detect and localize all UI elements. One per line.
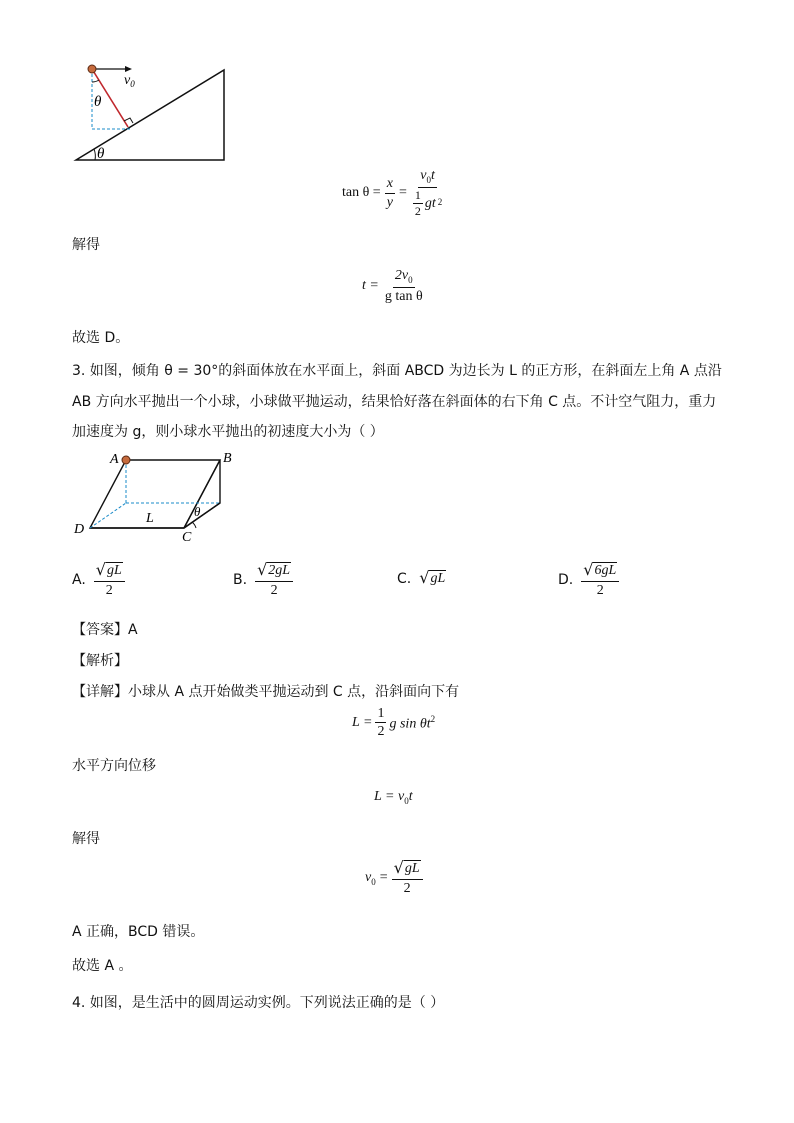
detail: 【详解】小球从 A 点开始做类平抛运动到 C 点，沿斜面向下有 — [72, 684, 460, 700]
label-c: C — [182, 530, 192, 545]
horizontal-label: 水平方向位移 — [72, 758, 156, 774]
figure-inclined-square — [70, 448, 240, 548]
eq1-lhs: tan θ = — [342, 185, 381, 201]
label-a: A — [110, 452, 119, 467]
choose-d: 故选 D。 — [72, 330, 130, 346]
solve-label-2: 解得 — [72, 831, 100, 847]
ball — [88, 65, 96, 73]
angle-arc-bottom — [94, 149, 95, 160]
ball-a — [122, 456, 130, 464]
eq1-frac-xy: $\frac{x}{y}$ — [386, 176, 393, 210]
q3-line2: AB 方向水平抛出一个小球，小球做平抛运动，结果恰好落在斜面体的右下角 C 点。不计空气阻力，重力 — [72, 394, 717, 410]
option-c[interactable]: C. √ gL — [397, 568, 446, 587]
arrow-head — [125, 66, 132, 72]
equation-v0: $v_0$ = √ gL 2 — [365, 860, 423, 896]
theta-top-label: θ — [94, 94, 102, 110]
solve-label-1: 解得 — [72, 237, 100, 253]
incline-side — [184, 460, 220, 528]
answer: 【答案】A — [72, 622, 138, 638]
option-a[interactable]: A. √ gL 2 — [72, 562, 125, 598]
label-d: D — [74, 522, 85, 537]
label-theta: θ — [194, 504, 201, 519]
v0-label: $v_0$ — [124, 73, 135, 89]
q3-line1: 3. 如图，倾角 θ = 30°的斜面体放在水平面上，斜面 ABCD 为边长为 L 的正方形，在斜面左上角 A 点沿 — [72, 363, 722, 379]
eq1-frac-main: $v_0t$ $\frac{1}{2}$ gt 2 — [414, 168, 443, 218]
equation-t: t = $\frac{2v_0}{\text{g tan θ}}$ — [362, 268, 423, 304]
option-b[interactable]: B. √ 2gL 2 — [233, 562, 293, 598]
q3-line3: 加速度为 g，则小球水平抛出的初速度大小为（ ） — [72, 424, 384, 440]
option-d[interactable]: D. √ 6gL 2 — [558, 562, 619, 598]
hidden-diagonal — [90, 503, 126, 528]
q4-line: 4. 如图，是生活中的圆周运动实例。下列说法正确的是（ ） — [72, 995, 445, 1011]
angle-arc-top — [92, 80, 99, 82]
a-correct: A 正确，BCD 错误。 — [72, 924, 205, 940]
figure-incline-projectile — [70, 60, 240, 170]
theta-bottom-label: θ — [97, 146, 105, 162]
label-b: B — [223, 451, 232, 466]
equation-l-incline: L = $\frac{1}{2}$ g $\sin \theta t^2$ — [352, 706, 436, 740]
equation-tan-theta: tan θ = $\frac{x}{y}$ = $v_0t$ $\frac{1}{2}$ gt 2 — [342, 168, 443, 218]
incline-front — [90, 460, 220, 528]
equation-l-v0t: $L = v_0t$ — [374, 789, 413, 806]
analysis: 【解析】 — [72, 653, 128, 669]
choose-a: 故选 A 。 — [72, 958, 133, 974]
base-right — [184, 503, 220, 528]
label-l: L — [146, 511, 154, 526]
theta-arc — [192, 522, 196, 528]
